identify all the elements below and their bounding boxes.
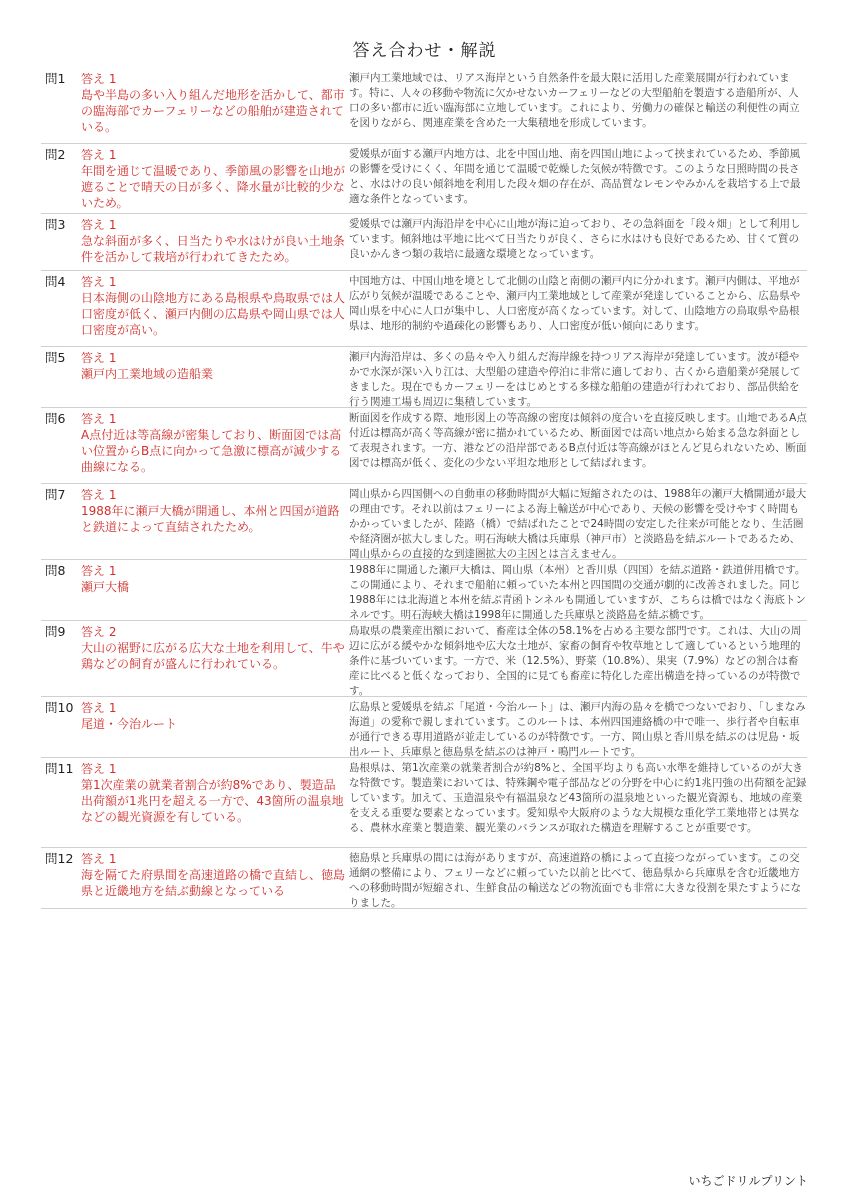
qa-row bbox=[41, 621, 807, 697]
question-number: 問6 bbox=[45, 411, 66, 426]
answer-label: 答え 1 bbox=[81, 762, 117, 776]
explanation-text: 広島県と愛媛県を結ぶ「尾道・今治ルート」は、瀬戸内海の島々を橋でつないでおり、「しまなみ海道」の愛称で親しまれています。このルートは、本州四国連絡橋の中で唯一、歩行者や自転車が通行できる専用道路が並走しているのが特徴です。一方、岡山県と香川県を結ぶのは児島・坂出ルート、兵庫県と徳島県を結ぶのは神戸・鳴門ルートです。 bbox=[349, 701, 806, 758]
answer-text: 1988年に瀬戸大橋が開通し、本州と四国が道路と鉄道によって直結されたため。 bbox=[81, 504, 340, 534]
question-number: 問11 bbox=[45, 761, 74, 776]
qa-row bbox=[41, 271, 807, 347]
answer-block bbox=[81, 350, 345, 407]
answer-block bbox=[81, 411, 345, 483]
answer-text: 瀬戸大橋 bbox=[81, 580, 130, 594]
answer-block bbox=[81, 563, 345, 620]
answer-block bbox=[81, 624, 345, 696]
qa-row bbox=[41, 560, 807, 621]
answer-label: 答え 1 bbox=[81, 488, 117, 502]
explanation-text: 瀬戸内海沿岸は、多くの島々や入り組んだ海岸線を持つリアス海岸が発達しています。波が穏やかで水深が深い入り江は、大型船の建造や停泊に非常に適しており、古くから造船業が発展してきました。現在でもカーフェリーをはじめとする多様な船舶の建造が行われており、部品供給を行う関連工場も周辺に集積しています。 bbox=[349, 351, 801, 408]
qa-row bbox=[41, 214, 807, 271]
answer-text: 急な斜面が多く、日当たりや水はけが良い土地条件を活かして栽培が行われてきたため。 bbox=[81, 234, 345, 264]
answer-text: 島や半島の多い入り組んだ地形を活かして、都市の臨海部でカーフェリーなどの船舶が建造されている。 bbox=[81, 88, 345, 134]
explanation-text: 徳島県と兵庫県の間には海がありますが、高速道路の橋によって直接つながっています。この交通網の整備により、フェリーなどに頼っていた以前と比べて、徳島県から兵庫県を含む近畿地方への移動時間が短縮され、生鮮食品の輸送などの物流面でも非常に大きな役割を果たすようになりました。 bbox=[349, 852, 802, 909]
question-number: 問9 bbox=[45, 624, 66, 639]
answer-label: 答え 1 bbox=[81, 72, 117, 86]
page-title: 答え合わせ・解説 bbox=[352, 41, 497, 61]
explanation-text: 断面図を作成する際、地形図上の等高線の密度は傾斜の度合いを直接反映します。山地であるA点付近は標高が高く等高線が密に描かれているため、断面図では高い地点から始まる急な斜面として表現されます。一方、港などの沿岸部であるB点付近は等高線がほとんど見られないため、断面図では標高が低く、変化の少ない平坦な地形として結ばれます。 bbox=[349, 412, 807, 469]
answer-label: 答え 1 bbox=[81, 218, 117, 232]
question-number: 問2 bbox=[45, 147, 66, 162]
answer-label: 答え 2 bbox=[81, 625, 117, 639]
explanation-text: 島根県は、第1次産業の就業者割合が約8%と、全国平均よりも高い水準を維持しているのが大きな特徴です。製造業においては、特殊鋼や電子部品などの分野を中心に約1兆円強の出荷額を記録しています。加えて、玉造温泉や有福温泉など43箇所の温泉地といった観光資源も、地域の産業を支える重要な要素となっています。愛知県や大阪府のような大規模な重化学工業地帯とは異なる、農林水産業と製造業、観光業のバランスが取れた構造を理解することが重要です。 bbox=[349, 762, 807, 834]
answer-label: 答え 1 bbox=[81, 564, 117, 578]
answer-block bbox=[81, 700, 345, 757]
explanation-text: 中国地方は、中国山地を境として北側の山陰と南側の瀬戸内に分かれます。瀬戸内側は、平地が広がり気候が温暖であることや、瀬戸内工業地域として産業が発達していることから、広島県や岡山県を中心に人口が集中し、人口密度が高くなっています。対して、山陰地方の鳥取県や島根県は、地形的制約や過疎化の影響もあり、人口密度が低い傾向にあります。 bbox=[349, 275, 801, 332]
answer-text: 第1次産業の就業者割合が約8%であり、製造品出荷額が1兆円を超える一方で、43箇所の温泉地などの観光資源を有している。 bbox=[81, 778, 344, 824]
answer-block bbox=[81, 761, 345, 847]
question-number: 問10 bbox=[45, 700, 74, 715]
answer-block bbox=[81, 851, 345, 908]
answer-text: 海を隔てた府県間を高速道路の橋で直結し、徳島県と近畿地方を結ぶ動線となっている bbox=[81, 868, 346, 898]
answer-block bbox=[81, 274, 345, 346]
qa-row bbox=[41, 408, 807, 484]
explanation-text: 愛媛県が面する瀬戸内地方は、北を中国山地、南を四国山地によって挟まれているため、季節風の影響を受けにくく、年間を通じて温暖で乾燥した気候が特徴です。このような日照時間の長さと、水はけの良い傾斜地を利用した段々畑の存在が、高品質なレモンやみかんを栽培する上で最適な条件となっています。 bbox=[349, 148, 801, 205]
explanation-text: 1988年に開通した瀬戸大橋は、岡山県（本州）と香川県（四国）を結ぶ道路・鉄道併用橋です。この開通により、それまで船舶に頼っていた本州と四国間の交通が劇的に改善されました。同じ1988年には北海道と本州を結ぶ青函トンネルも開通していますが、こちらは橋ではなく海底トンネルです。明石海峡大橋は1998年に開通した兵庫県と淡路島を結ぶ橋です。 bbox=[349, 564, 806, 621]
qa-row bbox=[41, 697, 807, 758]
answer-text: 年間を通じて温暖であり、季節風の影響を山地が遮ることで晴天の日が多く、降水量が比較的少ないため。 bbox=[81, 164, 346, 210]
answer-label: 答え 1 bbox=[81, 275, 117, 289]
question-number: 問3 bbox=[45, 217, 66, 232]
answer-text: 日本海側の山陰地方にある島根県や鳥取県では人口密度が低く、瀬戸内側の広島県や岡山県では人口密度が高い。 bbox=[81, 291, 346, 337]
question-number: 問8 bbox=[45, 563, 66, 578]
qa-row bbox=[41, 484, 807, 560]
answer-label: 答え 1 bbox=[81, 148, 117, 162]
answer-block bbox=[81, 71, 345, 143]
answer-label: 答え 1 bbox=[81, 412, 117, 426]
explanation-text: 瀬戸内工業地域では、リアス海岸という自然条件を最大限に活用した産業展開が行われています。特に、人々の移動や物流に欠かせないカーフェリーなどの大型船舶を製造する造船所が、人口の多い都市に近い臨海部に立地しています。これにより、労働力の確保と輸送の利便性の両立を図りながら、関連産業を含めた一大集積地を形成しています。 bbox=[349, 72, 800, 129]
explanation-text: 岡山県から四国側への自動車の移動時間が大幅に短縮されたのは、1988年の瀬戸大橋開通が最大の理由です。それ以前はフェリーによる海上輸送が中心であり、天候の影響を受けやすく時間もかかっていましたが、陸路（橋）で結ばれたことで24時間の安定した往来が可能となり、生活圏や経済圏が拡大しました。明石海峡大橋は兵庫県（神戸市）と淡路島を結ぶルートであるため、岡山県からの直接的な到達圏拡大の主因とは言えません。 bbox=[349, 488, 807, 560]
answer-block bbox=[81, 487, 345, 559]
question-number: 問4 bbox=[45, 274, 66, 289]
answer-label: 答え 1 bbox=[81, 852, 117, 866]
question-number: 問5 bbox=[45, 350, 66, 365]
explanation-text: 愛媛県では瀬戸内海沿岸を中心に山地が海に迫っており、その急斜面を「段々畑」として利用しています。傾斜地は平地に比べて日当たりが良く、さらに水はけも良好であるため、甘くて質の良いかんきつ類の栽培に最適な環境となっています。 bbox=[349, 218, 801, 260]
answer-label: 答え 1 bbox=[81, 701, 117, 715]
answer-block bbox=[81, 217, 345, 270]
footer-brand: いちごドリルプリント bbox=[688, 1174, 808, 1188]
qa-row bbox=[41, 68, 807, 144]
answer-text: A点付近は等高線が密集しており、断面図では高い位置からB点に向かって急激に標高が減少する曲線になる。 bbox=[81, 428, 342, 474]
answer-text: 尾道・今治ルート bbox=[81, 717, 178, 731]
answer-block bbox=[81, 147, 345, 213]
qa-row bbox=[41, 144, 807, 214]
qa-row bbox=[41, 848, 807, 909]
qa-row bbox=[41, 347, 807, 408]
answer-text: 大山の裾野に広がる広大な土地を利用して、牛や鶏などの飼育が盛んに行われている。 bbox=[81, 641, 345, 671]
question-number: 問12 bbox=[45, 851, 74, 866]
answer-list bbox=[41, 68, 807, 909]
qa-row bbox=[41, 758, 807, 848]
explanation-text: 鳥取県の農業産出額において、畜産は全体の58.1%を占める主要な部門です。これは、大山の周辺に広がる緩やかな傾斜地や広大な土地が、家畜の飼育や牧草地として適しているという地理的条件に基づいています。一方で、米（12.5%）、野菜（10.8%）、果実（7.9%）などの割合は畜産に比べると低くなっており、全国的に見ても畜産に特化した産出構造を持っているのが特徴です。 bbox=[349, 625, 802, 697]
question-number: 問7 bbox=[45, 487, 66, 502]
answer-label: 答え 1 bbox=[81, 351, 117, 365]
question-number: 問1 bbox=[45, 71, 66, 86]
answer-text: 瀬戸内工業地域の造船業 bbox=[81, 367, 214, 381]
